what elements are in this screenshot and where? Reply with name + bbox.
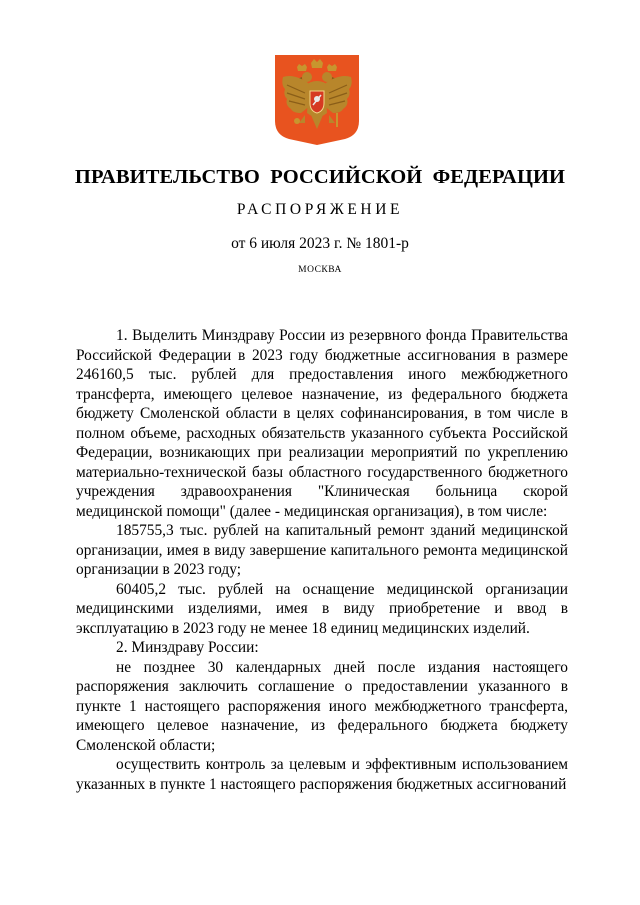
russian-coat-of-arms-icon	[275, 55, 359, 145]
paragraph: 2. Минздраву России:	[116, 639, 259, 656]
organization-title: ПРАВИТЕЛЬСТВО РОССИЙСКОЙ ФЕДЕРАЦИИ	[74, 166, 566, 188]
paragraph: осуществить контроль за целевым и эффективным использованием указанных в пункте 1 настоящего распоряжения бюджетных ассигнований	[76, 756, 568, 793]
paragraph: не позднее 30 календарных дней после издания настоящего распоряжения заключить соглашение о предоставлении указанного в пункте 1 настоящего распоряжения иного межбюджетного трансферта, имеющего целевое назначение, из федерального бюджета бюджету Смоленской области;	[76, 658, 568, 754]
paragraph: 185755,3 тыс. рублей на капитальный ремонт зданий медицинской организации, имея в виду завершение капитального ремонта медицинской организации в 2023 году;	[76, 522, 568, 578]
document-date-number: от 6 июля 2023 г. № 1801-р	[231, 235, 409, 252]
document-body	[76, 326, 568, 794]
document-place: МОСКВА	[298, 265, 342, 275]
paragraph: 1. Выделить Минздраву России из резервного фонда Правительства Российской Федерации в 2023 году бюджетные ассигнования в размере 246160,5 тыс. рублей для предоставления иного межбюджетного трансферта, имеющего целевое назначение, из федерального бюджета бюджету Смоленской области в целях софинансирования, в том числе в полном объеме, расходных обязательств указанного субъекта Российской Федерации, возникающих при реализации мероприятий по укреплению материально-технической базы областного государственного бюджетного учреждения здравоохранения "Клиническая больница скорой медицинской помощи" (далее - медицинская организация), в том числе:	[76, 327, 568, 520]
document-type: РАСПОРЯЖЕНИЕ	[236, 201, 404, 218]
paragraph: 60405,2 тыс. рублей на оснащение медицинской организации медицинскими изделиями, имея в виду приобретение и ввод в эксплуатацию в 2023 году не менее 18 единиц медицинских изделий.	[76, 580, 568, 637]
